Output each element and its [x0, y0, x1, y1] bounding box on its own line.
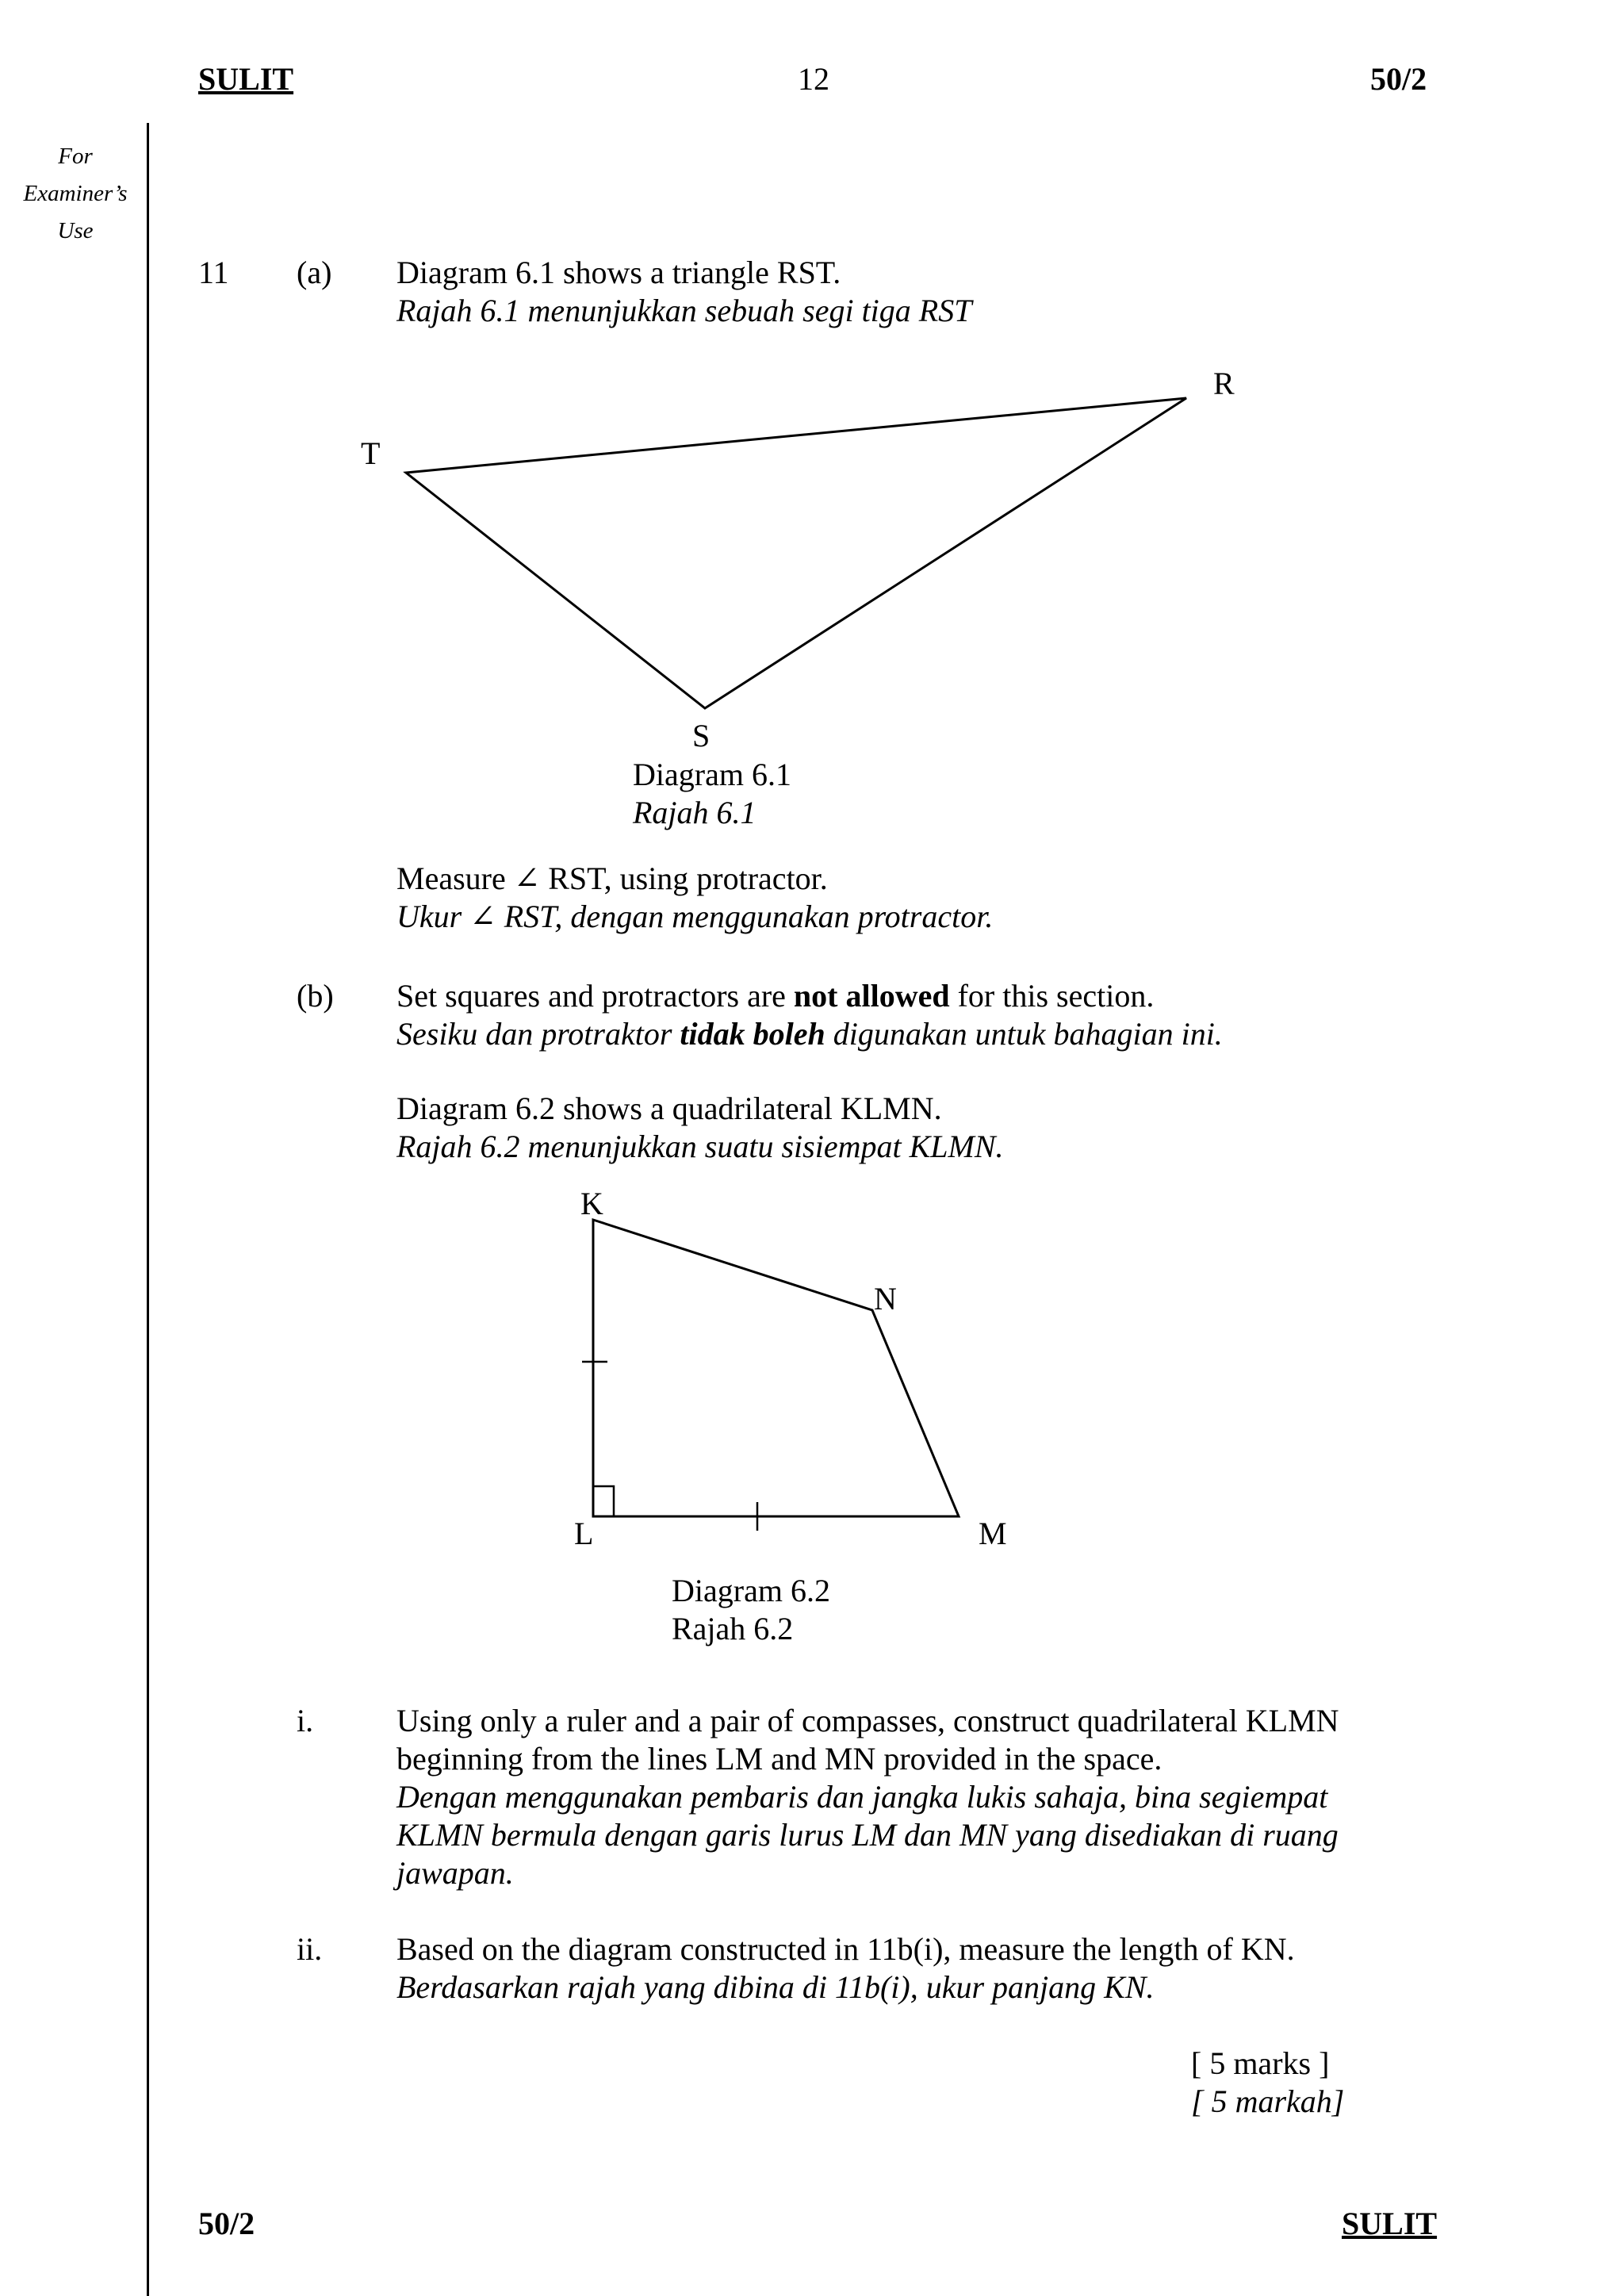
diagram-6-2-caption-en: Diagram 6.2	[672, 1573, 830, 1608]
sub-i-ms-line-2: KLMN bermula dengan garis lurus LM dan MN yang disediakan di ruang	[396, 1817, 1339, 1853]
vertex-k-label: K	[580, 1186, 603, 1221]
vertex-n-label: N	[874, 1281, 897, 1317]
examiner-note-line-2: Examiner’s	[23, 181, 128, 206]
rule-ms-emphasis: tidak boleh	[680, 1016, 825, 1052]
rule-en-pre: Set squares and protractors are	[396, 978, 794, 1014]
sub-ii-label: ii.	[297, 1931, 323, 1967]
part-a-intro-ms: Rajah 6.1 menunjukkan sebuah segi tiga RST	[396, 293, 972, 328]
rule-ms-pre: Sesiku dan protraktor	[396, 1016, 680, 1052]
marks-en: [ 5 marks ]	[1191, 2045, 1330, 2081]
quadrilateral-klmn	[593, 1220, 959, 1516]
rule-en-emphasis: not allowed	[793, 978, 950, 1014]
vertex-r-label: R	[1213, 366, 1235, 401]
header-paper-code: 50/2	[1370, 61, 1427, 97]
diagram-6-2-caption-ms: Rajah 6.2	[672, 1611, 794, 1646]
footer-sulit: SULIT	[1342, 2206, 1438, 2241]
question-number: 11	[198, 255, 229, 290]
marks-ms: [ 5 markah]	[1191, 2083, 1345, 2119]
examiner-note-line-1: For	[58, 144, 93, 169]
vertex-s-label: S	[692, 718, 710, 753]
sub-i-ms-line-1: Dengan menggunakan pembaris dan jangka lukis sahaja, bina segiempat	[396, 1779, 1328, 1815]
sub-ii-ms: Berdasarkan rajah yang dibina di 11b(i), ukur panjang KN.	[396, 1969, 1155, 2005]
vertex-l-label: L	[574, 1516, 594, 1551]
rule-en-post: for this section.	[949, 978, 1155, 1014]
page-number: 12	[798, 61, 829, 97]
footer-paper-code: 50/2	[198, 2206, 255, 2241]
part-a-label: (a)	[297, 255, 332, 290]
part-a-task-ms: Ukur ∠ RST, dengan menggunakan protractor.	[396, 899, 994, 934]
sub-i-ms-line-3: jawapan.	[396, 1855, 514, 1891]
rule-ms-post: digunakan untuk bahagian ini.	[825, 1016, 1223, 1052]
vertex-t-label: T	[361, 435, 381, 471]
sub-i-en-line-1: Using only a ruler and a pair of compasses, construct quadrilateral KLMN	[396, 1703, 1339, 1738]
part-a-task-en: Measure ∠ RST, using protractor.	[396, 861, 828, 896]
sub-ii-en: Based on the diagram constructed in 11b(i), measure the length of KN.	[396, 1931, 1295, 1967]
sub-i-label: i.	[297, 1703, 314, 1738]
examiner-note-line-3: Use	[57, 218, 94, 243]
right-angle-marker	[593, 1486, 614, 1516]
diagram-6-1-caption-en: Diagram 6.1	[633, 757, 791, 792]
part-b-label: (b)	[297, 978, 334, 1014]
diagram-6-1-caption-ms: Rajah 6.1	[633, 795, 756, 830]
vertex-m-label: M	[979, 1516, 1007, 1551]
part-a-intro-en: Diagram 6.1 shows a triangle RST.	[396, 255, 841, 290]
sub-i-en-line-2: beginning from the lines LM and MN provided in the space.	[396, 1741, 1162, 1777]
header-sulit: SULIT	[198, 61, 294, 97]
part-b-intro-en: Diagram 6.2 shows a quadrilateral KLMN.	[396, 1091, 942, 1126]
part-b-intro-ms: Rajah 6.2 menunjukkan suatu sisiempat KLMN.	[396, 1129, 1004, 1164]
